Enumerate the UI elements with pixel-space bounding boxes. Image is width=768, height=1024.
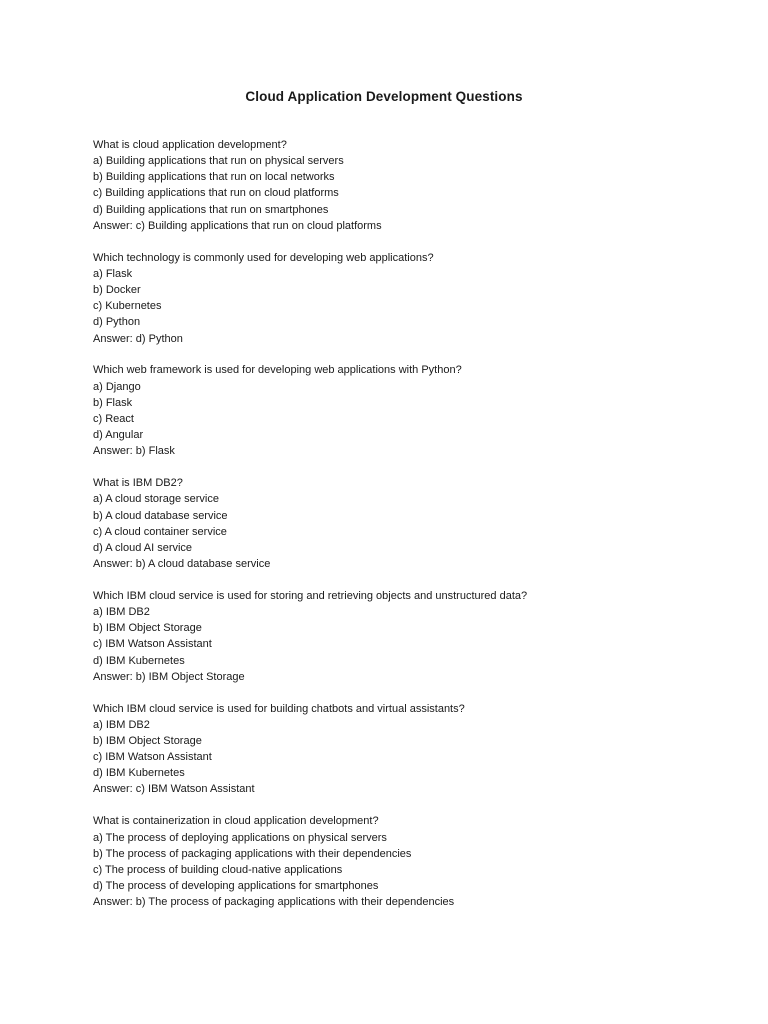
question-block (93, 701, 713, 798)
answer-option: c) Kubernetes (93, 300, 162, 313)
question-text: Which IBM cloud service is used for storing and retrieving objects and unstructured data? (93, 589, 528, 602)
question-text: What is containerization in cloud application development? (93, 815, 379, 828)
answer-option: a) Flask (93, 267, 133, 280)
correct-answer: Answer: b) Flask (93, 445, 175, 458)
answer-option: c) Building applications that run on cloud platforms (93, 187, 339, 200)
answer-option: c) React (93, 412, 134, 425)
answer-option: d) A cloud AI service (93, 541, 193, 554)
answer-option: b) Docker (93, 284, 141, 297)
correct-answer: Answer: b) A cloud database service (93, 557, 271, 570)
question-block (93, 137, 713, 234)
answer-option: b) The process of packaging applications with their dependencies (93, 847, 412, 860)
correct-answer: Answer: b) IBM Object Storage (93, 670, 245, 683)
answer-option: d) IBM Kubernetes (93, 654, 185, 667)
page-title: Cloud Application Development Questions (245, 89, 523, 104)
answer-option: a) Django (93, 380, 141, 393)
question-block (93, 588, 713, 685)
question-text: Which web framework is used for developing web applications with Python? (93, 364, 462, 377)
answer-option: a) A cloud storage service (93, 493, 219, 506)
question-block (93, 813, 713, 910)
answer-option: d) Building applications that run on smartphones (93, 203, 329, 216)
question-text: What is IBM DB2? (93, 477, 183, 490)
question-block (93, 362, 713, 459)
answer-option: d) Python (93, 316, 141, 329)
answer-option: c) IBM Watson Assistant (93, 638, 212, 651)
correct-answer: Answer: c) IBM Watson Assistant (93, 783, 255, 796)
answer-option: d) Angular (93, 429, 144, 442)
correct-answer: Answer: d) Python (93, 332, 183, 345)
answer-option: d) The process of developing applications for smartphones (93, 880, 379, 893)
answer-option: b) IBM Object Storage (93, 734, 202, 747)
answer-option: a) IBM DB2 (93, 718, 150, 731)
answer-option: a) IBM DB2 (93, 606, 150, 619)
answer-option: b) A cloud database service (93, 509, 228, 522)
question-text: Which IBM cloud service is used for building chatbots and virtual assistants? (93, 702, 465, 715)
answer-option: c) A cloud container service (93, 525, 227, 538)
answer-option: a) The process of deploying applications on physical servers (93, 831, 387, 844)
answer-option: b) Flask (93, 396, 133, 409)
answer-option: a) Building applications that run on physical servers (93, 155, 344, 168)
question-block (93, 250, 713, 347)
correct-answer: Answer: b) The process of packaging applications with their dependencies (93, 896, 455, 909)
answer-option: b) IBM Object Storage (93, 622, 202, 635)
question-text: What is cloud application development? (93, 139, 287, 151)
answer-option: b) Building applications that run on local networks (93, 171, 335, 184)
answer-option: c) IBM Watson Assistant (93, 751, 212, 764)
answer-option: d) IBM Kubernetes (93, 767, 185, 780)
correct-answer: Answer: c) Building applications that run on cloud platforms (93, 219, 382, 232)
answer-option: c) The process of building cloud-native applications (93, 863, 343, 876)
question-list (93, 137, 713, 926)
question-block (93, 475, 713, 572)
question-text: Which technology is commonly used for developing web applications? (93, 251, 434, 264)
